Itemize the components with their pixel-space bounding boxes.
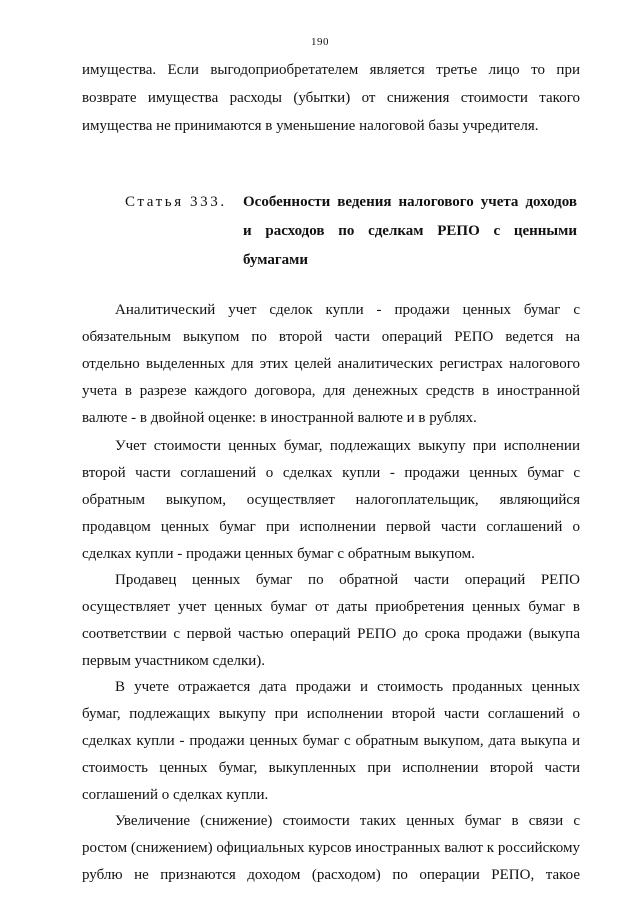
- text-line: В учете отражается дата продажи и стоимость проданных ценных: [115, 679, 580, 695]
- text-line: Учет стоимости ценных бумаг, подлежащих выкупу при исполнении: [115, 438, 580, 454]
- text-line: отдельно выделенных для этих целей аналитических регистрах налогового: [82, 356, 580, 372]
- text-line: обратным выкупом, осуществляет налогоплательщик, являющийся: [82, 492, 580, 508]
- text-line: соответствии с первой частью операций РЕПО до срока продажи (выкупа: [82, 626, 580, 642]
- text-line: имущества. Если выгодоприобретателем является третье лицо то при: [82, 62, 580, 78]
- text-line: соглашений о сделках купли.: [82, 787, 269, 803]
- text-line: сделках купли - продажи ценных бумаг с обратным выкупом.: [82, 546, 475, 562]
- text-line: осуществляет учет ценных бумаг от даты приобретения ценных бумаг в: [82, 599, 580, 615]
- text-line: стоимость ценных бумаг, выкупленных при исполнении второй части: [82, 760, 580, 776]
- text-line: ростом (снижением) официальных курсов иностранных валют к российскому: [82, 840, 580, 856]
- article-title-line: бумагами: [243, 252, 309, 268]
- text-line: рублю не признаются доходом (расходом) по операции РЕПО, такое: [82, 867, 580, 883]
- text-line: обязательным выкупом по второй части операций РЕПО ведется на: [82, 329, 580, 345]
- text-line: учета в разрезе каждого договора, для денежных средств в иностранной: [82, 383, 580, 399]
- page-number: 190: [311, 36, 329, 48]
- text-line: второй части соглашений о сделках купли - продажи ценных бумаг с: [82, 465, 580, 481]
- text-line: имущества не принимаются в уменьшение налоговой базы учредителя.: [82, 118, 539, 134]
- text-line: первым участником сделки).: [82, 653, 266, 669]
- text-line: Увеличение (снижение) стоимости таких ценных бумаг в связи с: [115, 813, 580, 829]
- text-line: Аналитический учет сделок купли - продажи ценных бумаг с: [115, 302, 580, 318]
- text-line: сделках купли - продажи ценных бумаг с обратным выкупом, дата выкупа и: [82, 733, 580, 749]
- text-line: возврате имущества расходы (убытки) от снижения стоимости такого: [82, 90, 580, 106]
- text-line: бумаг, подлежащих выкупу при исполнении второй части соглашений о: [82, 706, 580, 722]
- text-line: валюте - в двойной оценке: в иностранной валюте и в рублях.: [82, 410, 477, 426]
- article-title-line: и расходов по сделкам РЕПО с ценными: [243, 223, 577, 239]
- article-title-line: Особенности ведения налогового учета доходов: [243, 194, 577, 210]
- text-line: Продавец ценных бумаг по обратной части операций РЕПО: [115, 572, 580, 588]
- text-line: продавцом ценных бумаг при исполнении первой части соглашений о: [82, 519, 580, 535]
- article-label: Статья 333.: [125, 194, 227, 210]
